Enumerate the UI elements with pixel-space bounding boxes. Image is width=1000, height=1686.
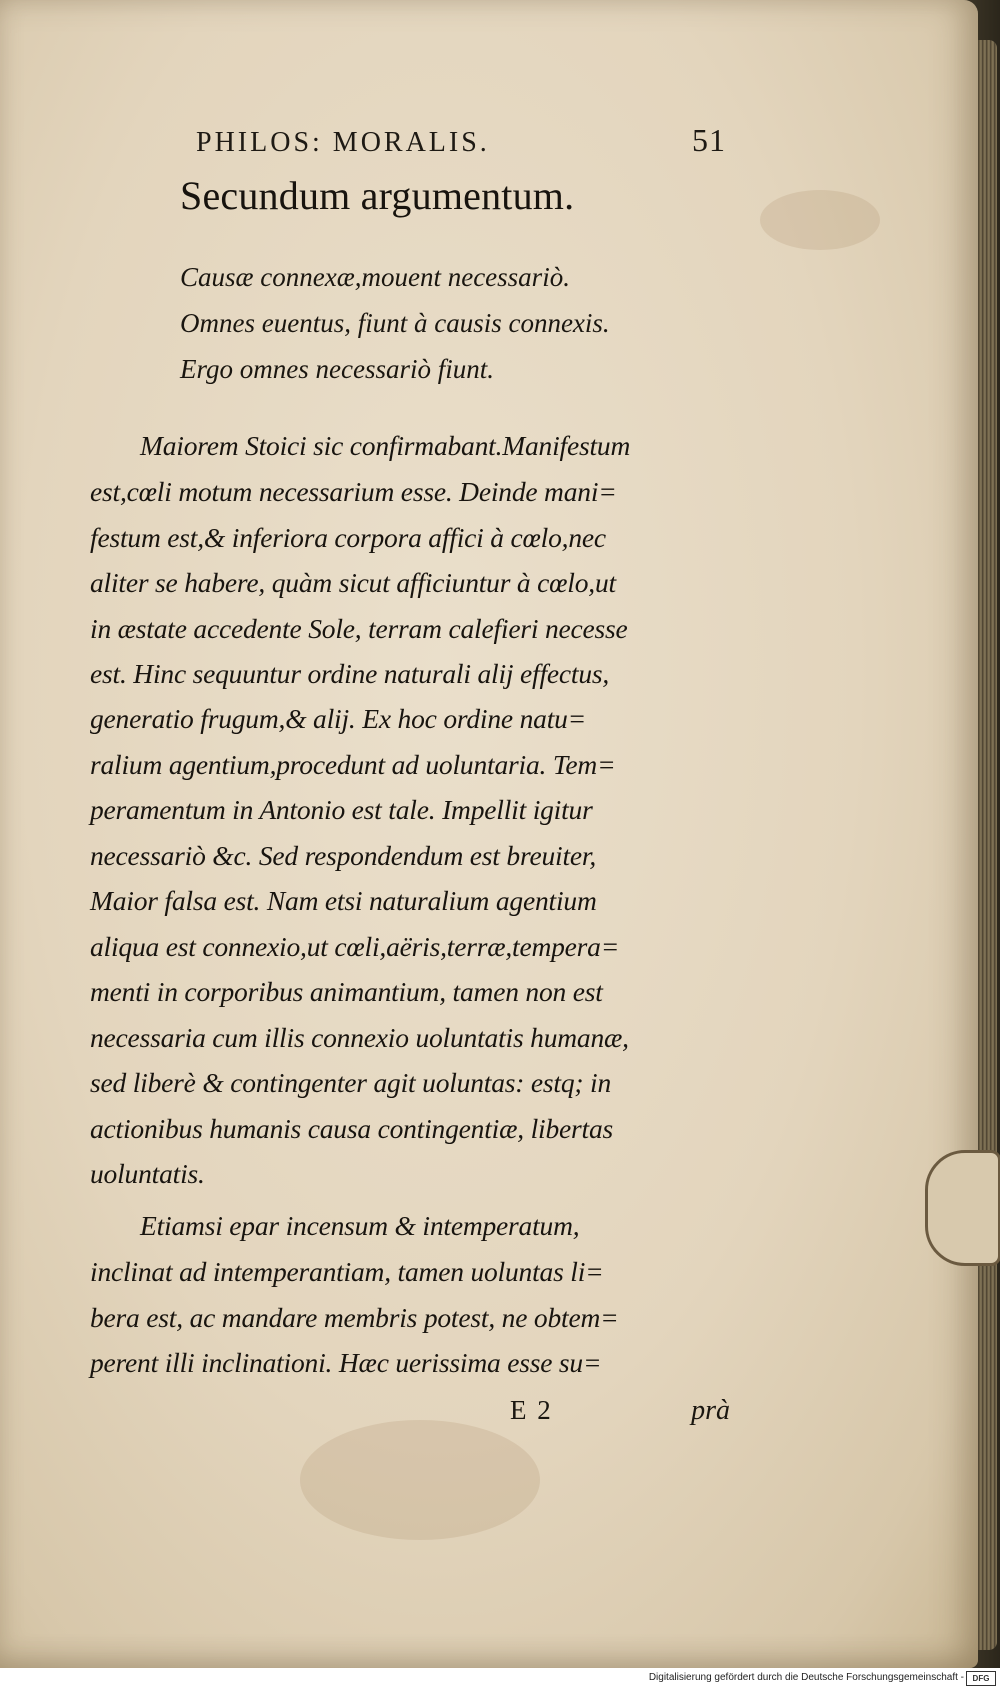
text-line: perent illi inclinationi. Hæc uerissima esse su= bbox=[90, 1347, 602, 1378]
catchword: prà bbox=[691, 1395, 730, 1426]
text-line: bera est, ac mandare membris potest, ne obtem= bbox=[90, 1302, 619, 1333]
page-footer bbox=[510, 1395, 730, 1427]
page-fore-edge bbox=[975, 40, 997, 1650]
text-line: generatio frugum,& alij. Ex hoc ordine natu= bbox=[90, 703, 587, 734]
text-line: est. Hinc sequuntur ordine naturali alij effectus, bbox=[90, 658, 610, 689]
text-line: aliter se habere, quàm sicut afficiuntur à cœlo,ut bbox=[90, 567, 616, 598]
text-line: sed liberè & contingenter agit uoluntas: estq; in bbox=[90, 1067, 612, 1098]
text-line: ralium agentium,procedunt ad uoluntaria. Tem= bbox=[90, 749, 616, 780]
text-line: aliqua est connexio,ut cœli,aëris,terræ,tempera= bbox=[90, 931, 620, 962]
section-title: Secundum argumentum. bbox=[180, 173, 575, 218]
syllogism-line: Omnes euentus, fiunt à causis connexis. bbox=[180, 308, 610, 338]
text-line: inclinat ad intemperantiam, tamen uoluntas li= bbox=[90, 1256, 604, 1287]
syllogism-line: Causæ connexæ,mouent necessariò. bbox=[180, 262, 570, 292]
signature-mark: E 2 bbox=[510, 1395, 553, 1425]
text-line: actionibus humanis causa contingentiæ, libertas bbox=[90, 1113, 614, 1144]
text-line: est,cœli motum necessarium esse. Deinde mani= bbox=[90, 476, 617, 507]
text-line: menti in corporibus animantium, tamen non est bbox=[90, 976, 603, 1007]
text-line: peramentum in Antonio est tale. Impellit igitur bbox=[90, 794, 593, 825]
text-line: Etiamsi epar incensum & intemperatum, bbox=[140, 1210, 580, 1241]
text-line: uoluntatis. bbox=[90, 1158, 205, 1189]
page-number: 51 bbox=[692, 122, 726, 158]
paper-stain bbox=[760, 190, 880, 250]
paper-stain bbox=[300, 1420, 540, 1540]
text-line: Maior falsa est. Nam etsi naturalium agentium bbox=[90, 885, 597, 916]
text-line: necessaria cum illis connexio uoluntatis humanæ, bbox=[90, 1022, 629, 1053]
text-line: Maiorem Stoici sic confirmabant.Manifestum bbox=[140, 430, 631, 461]
running-head: PHILOS: MORALIS. bbox=[196, 127, 490, 158]
page-header bbox=[196, 122, 726, 162]
text-line: in æstate accedente Sole, terram calefieri necesse bbox=[90, 613, 628, 644]
page-tab bbox=[925, 1150, 1000, 1266]
text-line: festum est,& inferiora corpora affici à cœlo,nec bbox=[90, 522, 606, 553]
syllogism-line: Ergo omnes necessariò fiunt. bbox=[180, 354, 494, 384]
dfg-logo: DFG bbox=[966, 1671, 996, 1686]
digitization-credit: Digitalisierung gefördert durch die Deutsche Forschungsgemeinschaft - bbox=[0, 1670, 1000, 1686]
text-line: necessariò &c. Sed respondendum est breuiter, bbox=[90, 840, 597, 871]
